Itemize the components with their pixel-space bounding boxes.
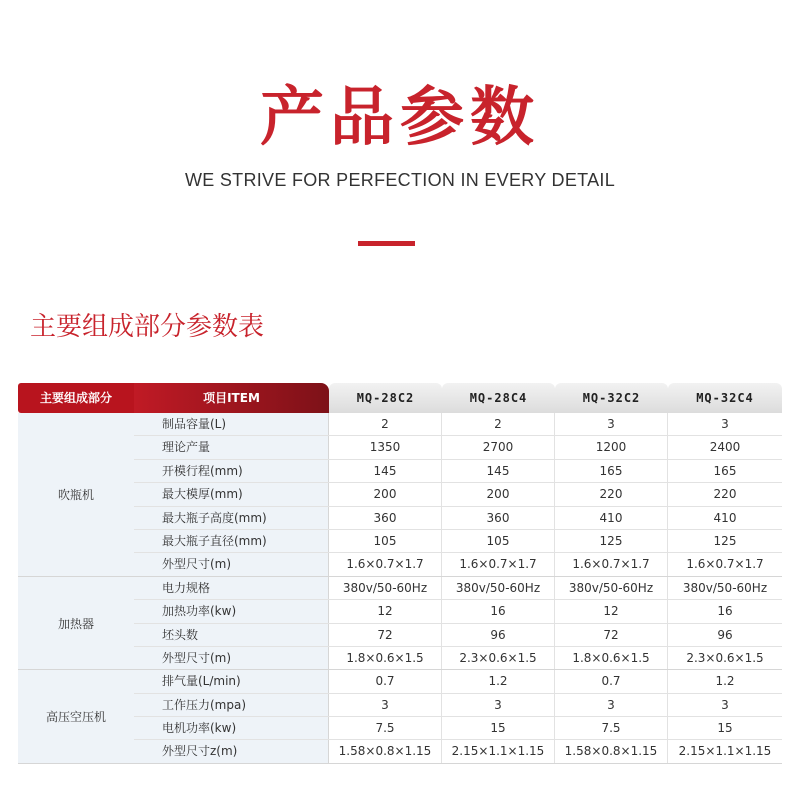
table-cell: 72 [329,624,442,646]
table-cell: 1.6×0.7×1.7 [686,557,764,572]
table-group [18,577,782,671]
table-cell: 105 [329,530,442,552]
table-cell: 7.5 [329,717,442,739]
table-cell: 1.6×0.7×1.7 [555,553,668,575]
table-cell: 200 [442,483,555,505]
table-cell: 410 [713,510,737,525]
table-cell: 3 [721,417,729,431]
table-cell: 2.3×0.6×1.5 [442,647,555,669]
table-row [134,483,782,506]
row-item-label: 坯头数 [134,624,329,646]
row-item-label: 加热功率(kw) [134,600,329,622]
page-subtitle: WE STRIVE FOR PERFECTION IN EVERY DETAIL [184,170,616,190]
table-cell: 2700 [442,436,555,458]
table-cell: 1.2 [715,674,735,689]
table-cell: 3 [442,694,555,716]
table-cell: 96 [717,627,733,642]
title-divider [358,241,415,246]
group-label: 加热器 [18,577,135,670]
table-cell: 72 [555,624,668,646]
table-row [134,413,782,436]
table-row [134,436,782,459]
table-cell: 2.15×1.1×1.15 [678,744,772,759]
row-item-label: 开模行程(mm) [134,460,329,482]
table-cell: 1350 [329,436,442,458]
table-cell: 165 [555,460,668,482]
header-model: MQ-32C4 [668,383,782,413]
table-cell: 12 [329,600,442,622]
group-label: 吹瓶机 [18,413,135,576]
table-cell: 360 [329,507,442,529]
table-row [134,600,782,623]
table-cell: 15 [442,717,555,739]
row-item-label: 最大瓶子高度(mm) [134,507,329,529]
section-title: 主要组成部分参数表 [30,312,265,342]
table-row [134,694,782,717]
table-cell: 16 [442,600,555,622]
page-title: 产品参数 [260,81,540,155]
table-row [134,670,782,693]
table-cell: 12 [555,600,668,622]
table-cell: 2.3×0.6×1.5 [686,650,764,665]
table-cell: 96 [442,624,555,646]
table-cell: 1.2 [442,670,555,692]
table-cell: 3 [329,694,442,716]
table-row [134,507,782,530]
header-model: MQ-28C4 [442,383,555,413]
table-row [134,577,782,600]
table-cell: 105 [442,530,555,552]
table-cell: 1200 [555,436,668,458]
header-item: 项目ITEM [134,383,329,413]
header-part: 主要组成部分 [18,383,134,413]
row-item-label: 工作压力(mpa) [134,694,329,716]
table-cell: 1.58×0.8×1.15 [329,740,442,762]
table-group [18,670,782,764]
parameter-table [18,383,782,764]
table-body [18,413,782,764]
table-cell: 145 [442,460,555,482]
table-cell: 380v/50-60Hz [442,577,555,599]
table-cell: 15 [717,721,733,736]
table-cell: 7.5 [555,717,668,739]
table-cell: 125 [555,530,668,552]
table-cell: 0.7 [555,670,668,692]
table-cell: 380v/50-60Hz [329,577,442,599]
table-cell: 220 [713,487,737,502]
table-cell: 3 [555,694,668,716]
table-row [134,553,782,575]
table-cell: 125 [713,533,737,548]
header-model: MQ-32C2 [555,383,668,413]
row-item-label: 外型尺寸(m) [134,553,329,575]
table-group [18,413,782,577]
table-cell: 1.6×0.7×1.7 [442,553,555,575]
table-row [134,647,782,669]
table-row [134,717,782,740]
row-item-label: 电力规格 [134,577,329,599]
table-cell: 16 [717,604,733,619]
table-cell: 3 [721,697,729,712]
group-label: 高压空压机 [18,670,135,763]
table-cell: 1.58×0.8×1.15 [555,740,668,762]
row-item-label: 最大瓶子直径(mm) [134,530,329,552]
table-cell: 0.7 [329,670,442,692]
row-item-label: 理论产量 [134,436,329,458]
row-item-label: 制品容量(L) [134,413,329,435]
row-item-label: 排气量(L/min) [134,670,329,692]
table-cell: 220 [555,483,668,505]
table-cell: 1.8×0.6×1.5 [329,647,442,669]
table-row [134,460,782,483]
table-cell: 200 [329,483,442,505]
table-row [134,624,782,647]
header-model: MQ-28C2 [329,383,442,413]
table-cell: 410 [555,507,668,529]
table-cell: 2 [329,413,442,435]
table-cell: 165 [713,463,737,478]
table-cell: 3 [555,413,668,435]
table-cell: 360 [442,507,555,529]
row-item-label: 外型尺寸(m) [134,647,329,669]
table-cell: 380v/50-60Hz [555,577,668,599]
table-cell: 380v/50-60Hz [682,580,768,595]
table-cell: 2400 [709,440,741,455]
row-item-label: 电机功率(kw) [134,717,329,739]
table-row [134,740,782,762]
table-cell: 145 [329,460,442,482]
table-header [18,383,782,413]
row-item-label: 外型尺寸z(m) [134,740,329,762]
table-cell: 2 [442,413,555,435]
table-row [134,530,782,553]
table-cell: 2.15×1.1×1.15 [442,740,555,762]
table-cell: 1.8×0.6×1.5 [555,647,668,669]
row-item-label: 最大模厚(mm) [134,483,329,505]
table-cell: 1.6×0.7×1.7 [329,553,442,575]
